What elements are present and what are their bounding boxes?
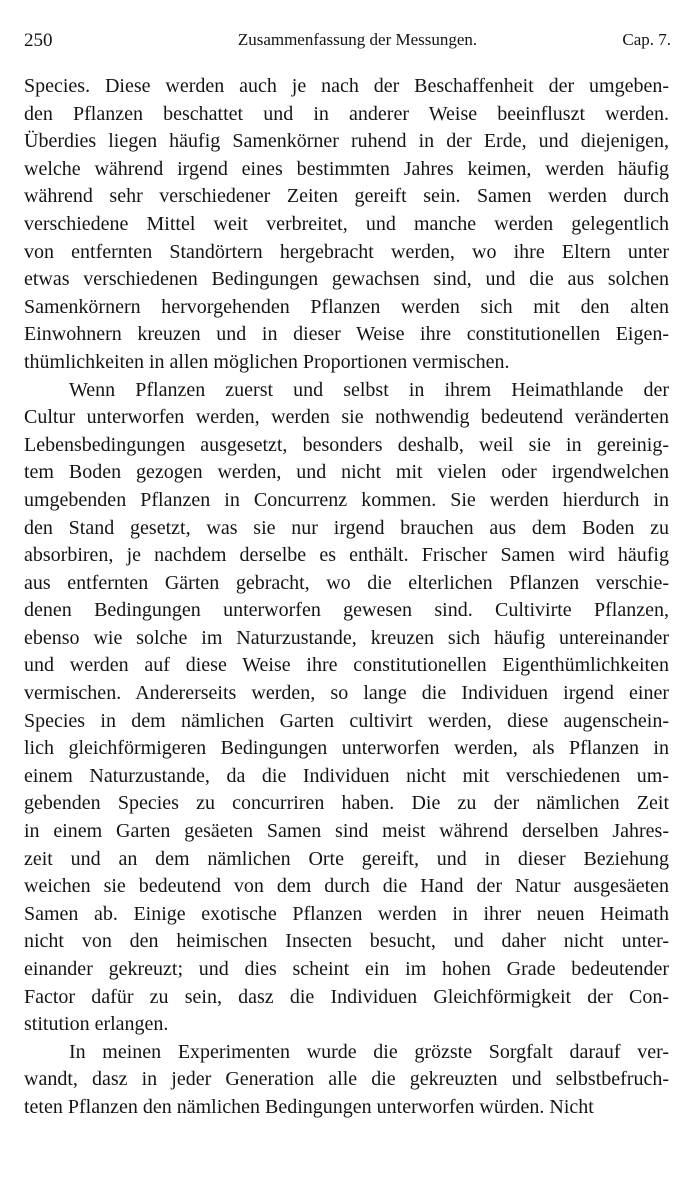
text-line: verschiedene Mittel weit verbreitet, und manche werden gelegentlich <box>24 212 669 235</box>
text-line: lich gleichförmigeren Bedingungen unterworfen werden, als Pflanzen in <box>24 737 669 760</box>
text-line: etwas verschiedenen Bedingungen gewachsen sind, und die aus solchen <box>24 268 669 291</box>
text-line: und werden auf diese Weise ihre constitutionellen Eigenthümlichkeiten <box>24 654 669 677</box>
text-line: wandt, dasz in jeder Generation alle die gekreuzten und selbstbefruch- <box>24 1068 669 1091</box>
text-line: während sehr verschiedener Zeiten gereift sein. Samen werden durch <box>24 185 669 208</box>
text-line: Species in dem nämlichen Garten cultivirt werden, diese augenschein- <box>24 709 669 732</box>
text-line: Lebensbedingungen ausgesetzt, besonders deshalb, weil sie in gereinig- <box>24 433 669 456</box>
text-line: Species. Diese werden auch je nach der Beschaffenheit der umgeben- <box>24 75 669 97</box>
paragraph <box>24 1039 669 1122</box>
paragraph <box>24 73 669 377</box>
text-line: den Stand gesetzt, was sie nur irgend brauchen aus dem Boden zu <box>24 516 669 539</box>
text-line: Überdies liegen häufig Samenkörner ruhend in der Erde, und diejenigen, <box>24 130 669 153</box>
body-text <box>24 73 669 1122</box>
text-line: zeit und an dem nämlichen Orte gereift, und in dieser Beziehung <box>24 847 669 870</box>
text-line: tem Boden gezogen werden, und nicht mit vielen oder irgendwelchen <box>24 461 669 484</box>
text-line: Einwohnern kreuzen und in dieser Weise ihre constitutionellen Eigen- <box>24 323 669 346</box>
text-line: einander gekreuzt; und dies scheint ein im hohen Grade bedeutender <box>24 958 669 980</box>
text-line: gebenden Species zu concurriren haben. Die zu der nämlichen Zeit <box>24 792 669 815</box>
text-line: in einem Garten gesäeten Samen sind meist während derselben Jahres- <box>24 820 669 843</box>
text-line: Samen ab. Einige exotische Pflanzen werden in ihrer neuen Heimath <box>24 902 669 925</box>
page-header <box>24 30 671 54</box>
text-line: absorbiren, je nachdem derselbe es enthält. Frischer Samen wird häufig <box>24 544 669 567</box>
text-line: denen Bedingungen unterworfen gewesen sind. Cultivirte Pflanzen, <box>24 599 669 622</box>
text-line: Cultur unterworfen werden, werden sie nothwendig bedeutend veränderten <box>24 406 669 429</box>
text-line: Factor dafür zu sein, dasz die Individuen Gleichförmigkeit der Con- <box>24 985 669 1008</box>
text-line: den Pflanzen beschattet und in anderer Weise beeinfluszt werden. <box>24 102 669 125</box>
paragraph <box>24 377 669 1039</box>
text-line: stitution erlangen. <box>24 1013 169 1036</box>
text-line: Samenkörnern hervorgehenden Pflanzen werden sich mit den alten <box>24 295 669 318</box>
chapter-label: Cap. 7. <box>622 30 671 49</box>
text-line: einem Naturzustande, da die Individuen nicht mit verschiedenen um- <box>24 764 669 787</box>
text-line: Wenn Pflanzen zuerst und selbst in ihrem Heimathlande der <box>69 378 669 401</box>
text-line: aus entfernten Gärten gebracht, wo die elterlichen Pflanzen verschie- <box>24 571 669 594</box>
text-line: nicht von den heimischen Insecten besucht, und daher nicht unter- <box>24 930 669 953</box>
text-line: In meinen Experimenten wurde die grözste Sorgfalt darauf ver- <box>69 1040 669 1063</box>
text-line: von entfernten Standörtern hergebracht werden, wo ihre Eltern unter <box>24 240 669 263</box>
text-line: umgebenden Pflanzen in Concurrenz kommen. Sie werden hierdurch in <box>24 488 669 511</box>
running-title: Zusammenfassung der Messungen. <box>237 30 478 49</box>
text-line: ebenso wie solche im Naturzustande, kreuzen sich häufig untereinander <box>24 626 669 649</box>
text-line: weichen sie bedeutend von dem durch die Hand der Natur ausgesäeten <box>24 875 669 898</box>
text-line: thümlichkeiten in allen möglichen Proportionen vermischen. <box>24 350 510 373</box>
text-line: vermischen. Andererseits werden, so lange die Individuen irgend einer <box>24 682 669 705</box>
text-line: teten Pflanzen den nämlichen Bedingungen unterworfen würden. Nicht <box>24 1095 594 1118</box>
page-number: 250 <box>24 30 53 51</box>
text-line: welche während irgend eines bestimmten Jahres keimen, werden häufig <box>24 157 669 180</box>
